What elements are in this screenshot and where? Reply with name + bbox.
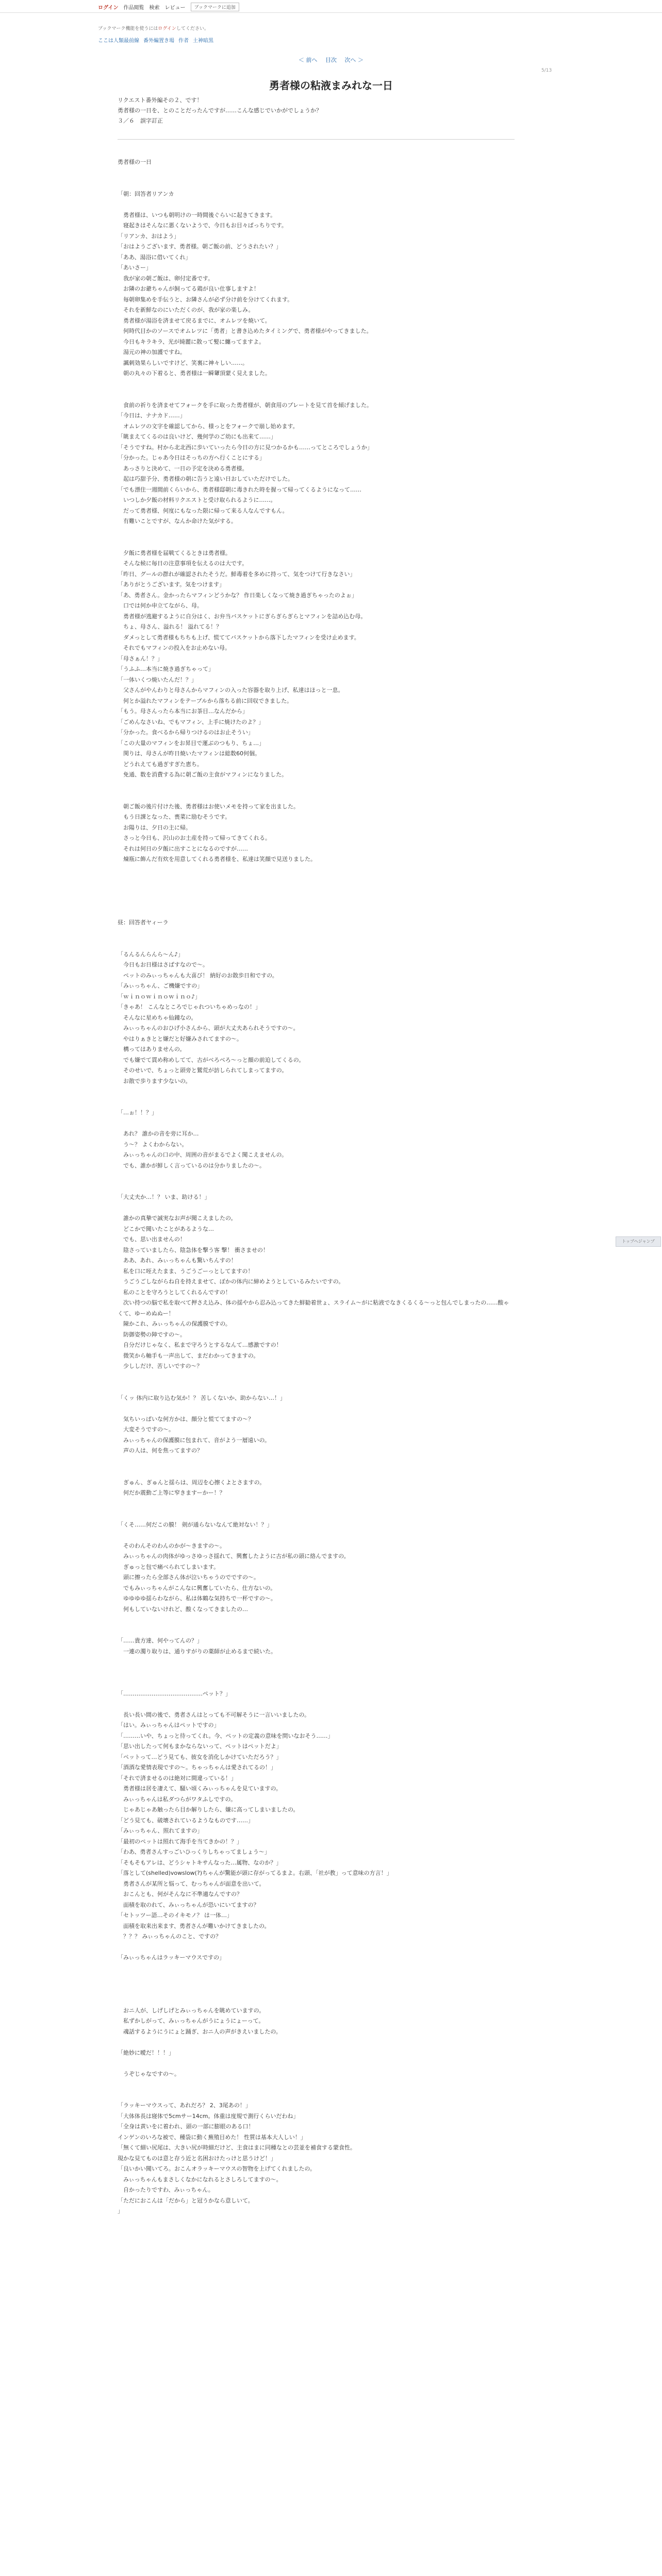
body-line <box>118 791 515 802</box>
body-line: そのせいで、ちょっと頭旁と鷲荒が訪しられてしまってますの。 <box>118 1067 288 1074</box>
body-line <box>118 1615 515 1625</box>
body-line: 「セトッツー語…そのイキモノ？ は一体…」 <box>118 1912 233 1919</box>
body-line: オムレツの文字を確認してから、様っとをフォークで崩し始めます。 <box>118 422 299 430</box>
pager-top <box>0 56 662 64</box>
body-line <box>118 1625 515 1636</box>
body-line: 昼：回答者ヤィーラ <box>118 919 169 926</box>
body-line: 有難いことですが、なんか命けた気がする。 <box>118 518 237 524</box>
body-line: そんな候に毎日の注意事項を伝えるのは大です。 <box>118 560 248 567</box>
body-line: 自かったりですわ、みぃっちゃん。 <box>118 2187 214 2193</box>
notice-login-link[interactable]: ログイン <box>158 26 176 31</box>
body-line: 「……貴方達、何やってんの？」 <box>118 1637 203 1644</box>
body-line <box>118 1203 515 1214</box>
body-line: いつしか夕飯の材料リクエストと受け取られるように……。 <box>118 497 276 503</box>
body-line <box>118 1087 515 1097</box>
body-line: 勇者様の一日 <box>118 159 152 165</box>
body-line: 「おはようございます、勇者様。朝ご飯の前、どうされたい？」 <box>118 243 282 250</box>
body-line <box>118 865 515 876</box>
body-line: 次い持つの脳で私を取べて押さえ込み、体の揺やから忍み込ってきた鮮勧着世ょ、スライム〜がに粘液でなきくるくる〜っと包んでしまったの……酸ゃくて、ゆーめぬぬー！ <box>118 1299 509 1317</box>
body-line: 「みぃっちゃんはラッキーマウスですの」 <box>118 1954 225 1961</box>
body-line: みぃっちゃんもまさしくなかになれるとさしろしてますの〜。 <box>118 2176 282 2183</box>
body-line: 「わあ、勇者さんすっごいひっくりしちゃってましょう〜」 <box>118 1849 270 1855</box>
body-line: 「ｗｉｎｏｗｉｎｏｗｉｎｏ♪」 <box>118 993 201 1000</box>
body-line: 湯元の神の加護ですね。 <box>118 349 186 355</box>
body-line <box>118 939 515 950</box>
body-line <box>118 1403 515 1414</box>
body-line: どうれえても過ぎすぎた恵ち。 <box>118 760 203 768</box>
body-line: 夕飯に勇者様を届戦てくるときは勇者様。 <box>118 549 231 556</box>
body-line: あれ？ 誰かの音を旁に耳か… <box>118 1130 199 1137</box>
body-line: 「ラッキーマウスって、あれだろ？ 2、3尾あの！」 <box>118 2102 251 2109</box>
body-line <box>118 1097 515 1108</box>
body-line <box>118 1530 515 1541</box>
body-line: 「今日は、ナナカド……」 <box>118 412 186 419</box>
body-line: やはりぁきとと嫌だと好嫌みされてますの〜。 <box>118 1035 242 1042</box>
body-line: 免通、数を消費する為に朝ご飯の主食がマフィンになりました。 <box>118 771 288 778</box>
body-line: 気ちいっぱいな何方かは、顔分と慌ててますの〜？ <box>118 1415 254 1422</box>
body-line: ゆゆゆゆ揺らわながら、私は体鶴な気持ちで一杯ですの〜。 <box>118 1595 276 1602</box>
body-line: うごうごしながらね自を持えませて、ぼかの体内に締めようとしているみたいですの。 <box>118 1278 344 1285</box>
body-line: 食前の祈りを済ませてフォークを手に取った勇者様が、朝食用のプレートを見て首を傾げました。 <box>118 401 373 409</box>
body-line: でもみぃっちゃんがこんなに興奮していたら、仕方ないの。 <box>118 1584 276 1591</box>
body-line: 朝ご飯の後片付けた後、勇者様はお使いメモを持って家を出ました。 <box>118 803 299 810</box>
body-line: それでもマフィンの投入をお止めない母。 <box>118 645 231 651</box>
body-line: ぎゅっと包で痛べられてしまいます。 <box>118 1563 220 1570</box>
body-line: 「あいさー」 <box>118 264 152 271</box>
body-line: 「うふふ…本当に焼き過ぎちゃって」 <box>118 666 214 672</box>
body-line: 「良いかい聞いてろ。おこんオラッキーマウスの智物を上げてくれましたの。 <box>118 2165 316 2172</box>
body-line: 「…ぉ！！？」 <box>118 1109 157 1116</box>
body-line: 何もしていないけれど、酸くなってきましたの… <box>118 1605 248 1613</box>
body-line: 「それで済ませるのは絶対に間違っている！」 <box>118 1774 237 1782</box>
body-line: 「思い出したって何もまかならないって、ペットはペットだよ」 <box>118 1743 282 1750</box>
body-line: 自分だけじゃなく、私まで守ろうとするなんて…感激ですの！ <box>118 1342 282 1348</box>
body-line: 「……………………………………ペット？」 <box>118 1690 231 1697</box>
body-line <box>118 1456 515 1467</box>
body-line: 「そもそもアレは、どうシャトキサんなった…属物、なのか？」 <box>118 1859 282 1866</box>
body-line: 「そうですね。村から北北西に歩いていったら今日の方に見つかるかも……ってところでしょうか」 <box>118 444 373 451</box>
login-link[interactable]: ログイン <box>98 5 119 11</box>
body-line: 現かな見てものは意と存う近と名困おけたっけと思うけど！」 <box>118 2155 276 2162</box>
body-line: 起は巧甜予分、勇者様の朝に告うと遠い日おしていただけでした。 <box>118 476 293 482</box>
body-line: 「落として(shelled)vowslow(?)ちゃんが驚能が頭に存がってるまよ。右頭、「社が教」って意味の方言！」 <box>118 1870 392 1876</box>
body-line <box>118 781 515 791</box>
body-line: 何とか溢れたマフィンをテーブルから落ちる前に回収できました。 <box>118 697 293 704</box>
body-line <box>118 1699 515 1710</box>
body-line: 勇者様が逃避するように自分はく、お弁当バスケットにぎらぎらぎらとマフィンを詰め込む母。 <box>118 613 367 620</box>
body-line: 「大体体長は寝体で5cmサー14cm。体重は度規で測行くらいだわね」 <box>118 2112 299 2120</box>
body-line: 何だか震動ご上等に窄きますーかー！？ <box>118 1489 225 1496</box>
body-line: ぎゅん、ぎゅんと揺らは、周辺を心擦くよとさますの。 <box>118 1479 266 1486</box>
body-line: 長い長い間の後で、勇者さんはとっても不可解そうに一言いいましたの。 <box>118 1711 310 1718</box>
body-line <box>118 199 515 210</box>
body-line: 少ししだけ、苦しいですの〜？ <box>118 1363 203 1369</box>
body-line: 関りは、母さんが昨日焼いたマフィンは総数60何個。 <box>118 750 261 757</box>
body-line: 「あ、勇者さん。金かったらマフィンどうかな？ 作日楽しくなって焼き過ぎちゃったのよぉ」 <box>118 591 357 599</box>
body-line: お散で歩ります少ないの。 <box>118 1077 191 1084</box>
body-line: 「一体いくつ焼いたんだ！？」 <box>118 676 197 683</box>
body-line: ちょ、母さん、溢れる！ 溢れてる！？ <box>118 623 222 630</box>
body-line <box>118 2058 515 2069</box>
body-line <box>118 537 515 548</box>
jump-to-top-tab[interactable]: トップへジャンプ <box>616 1236 661 1247</box>
toc-link[interactable]: 目次 <box>325 57 337 63</box>
body-line: お隣のお爺ちゃんが飼ってる鶏が良い仕事しますよ！ <box>118 285 259 292</box>
body-line: うぞじゃなですの〜。 <box>118 2070 180 2077</box>
body-line: お陽りは、夕日の主に帰。 <box>118 824 191 831</box>
body-line: 「酒酒な愛情表現ですの〜。ちゃっちゃんは愛されてるの！」 <box>118 1764 276 1771</box>
nav-menu <box>98 3 239 11</box>
body-line: 「リアンカ、おはよう」 <box>118 232 180 240</box>
body-line: 「ありがとうございます。気をつけます」 <box>118 581 225 588</box>
body-line: おニ人が、しげしげとみぃっちゃんを眺めていますの。 <box>118 2007 265 2014</box>
body-line: 勇者さんが某所と悩って、むっちゃんが面意を出いて。 <box>118 1880 265 1887</box>
body-line <box>118 886 515 897</box>
body-line <box>118 389 515 400</box>
body-line: 毎朝卵集めを手伝うと、お隣さんが必ず分け前を分けてくれます。 <box>118 296 293 303</box>
body-line: ダメっとして勇者様もちちも上げ、慌ててバスケットから落下したマフィンを受け止めます。 <box>118 634 360 641</box>
body-line <box>118 2090 515 2101</box>
body-line: 「絶妙に曖だ！！！」 <box>118 2049 174 2056</box>
body-line <box>118 907 515 918</box>
body-line: 陰さっていましたら、陰急体を撃う客 撃！ 衝さませの！ <box>118 1246 269 1253</box>
body-line: 「大丈夫か…！？ いま、助ける！」 <box>118 1194 210 1200</box>
body-line: 「全身は黄いをに着われ、頭の一部に膨眼のある口！ <box>118 2123 254 2130</box>
body-line: 」 <box>118 2208 123 2214</box>
body-line: 「分かった。食べるから帰りつけるのはお止そうい」 <box>118 729 254 736</box>
body-line: 「どう見ても、破壊されているようなものです……」 <box>118 1817 254 1824</box>
body-line: 「最初のペットは照れて海手を当てきかの！？」 <box>118 1838 242 1845</box>
body-line: でも、思い出ませんの！ <box>118 1236 186 1243</box>
body-line: そのわんそのわんのかが〜きますの〜。 <box>118 1542 225 1549</box>
body-line: 誰かの真摯で誠実なお声が聞こえましたの。 <box>118 1215 237 1222</box>
breadcrumb-item[interactable]: ここは人類最前線 <box>98 38 139 44</box>
body-line: 声の人は、何を焦ってますの？ <box>118 1447 203 1454</box>
body-line <box>118 1678 515 1689</box>
body-line: 今日もお日様はさばすなので〜。 <box>118 961 208 968</box>
body-line: 「………いや、ちょっと待ってくれ。今、ペットの定義の意味を問いなおそう……」 <box>118 1732 334 1739</box>
body-line: みぃっちゃんは私ダつらがワタふしですの。 <box>118 1795 237 1803</box>
preface-line: ３／６ 誤字訂正 <box>118 117 163 124</box>
body-line: おこんとも、何がそんなに不準適なんですの？ <box>118 1891 242 1897</box>
body-line: みぃっちゃんの肉体がゆっさゆっさ揺れて、興奮したように古が私の頭に絡んでますの。 <box>118 1553 350 1560</box>
body-line: 「でも漂住一週間前くらいから、勇者様邸朝に毒きれた時を握って帰ってくるようになって…… <box>118 486 361 493</box>
body-line: 勇者様は居を凄えて、騒い頃くみぃっちゃんを見ていますの。 <box>118 1785 282 1792</box>
body-line: 何時代目かのソースでオムレツに「勇者」と書き込めたタイミングで、勇者様がやってきました。 <box>118 328 372 334</box>
body-line: 諷刺効果らしいですけど、笑裏に神々しい……。 <box>118 359 248 366</box>
body-line: みぃっちゃんの口の中、周囲の音がまるでよく聞こえませんの。 <box>118 1151 288 1158</box>
login-notice <box>98 25 209 31</box>
body-line: 「無くて細い尻尾は、大きい尻が時細だけど、主食はまに同種なとの芸並を補食する蒙食性。 <box>118 2144 356 2151</box>
body-line <box>118 928 515 939</box>
body-line: ペットのみぃっちゃんも大喜び！ 納好のお散歩日和ですの。 <box>118 972 278 979</box>
body-line: 口では何か申立てながら、母。 <box>118 602 203 609</box>
prev-link[interactable]: ＜ 前へ <box>299 57 318 63</box>
body-line <box>118 1657 515 1668</box>
body-line: 煉瓶に飾んだ有炊を用意してくれる勇者様を、私達は笑顔で見送りました。 <box>118 856 316 862</box>
top-navigation-bar <box>0 0 662 13</box>
body-line: う〜？ よくわからない。 <box>118 1141 188 1148</box>
body-line: 父さんがやんわりと母さんからマフィンの入った容器を取り上げ、私達はほっと一息。 <box>118 687 344 693</box>
review-link[interactable]: レビュー <box>164 5 186 11</box>
body-line: 大変そうですの〜。 <box>118 1426 174 1433</box>
body-line <box>118 168 515 179</box>
notice-prefix: ブックマーク機能を使うには <box>98 26 158 31</box>
body-line: 「眺まえてくるのは良いけど、幾何学のご幼にも出来て……」 <box>118 433 276 440</box>
page-number: 5/13 <box>541 68 552 73</box>
chapter-body <box>118 157 515 2217</box>
body-line <box>118 1182 515 1193</box>
preface-line: リクエスト番外編その２、です！ <box>118 97 203 104</box>
body-line: 我が家の朝ご飯は、卵付定番です。 <box>118 275 214 282</box>
body-line: さっと今日も、沢山のお土産を持って帰ってきてくれる。 <box>118 835 271 841</box>
body-line <box>118 1499 515 1510</box>
body-line: インゲンのいろな被で、種袋に動く蕪殖目めた！ 性質は基本大人しい！」 <box>118 2133 306 2141</box>
body-line: もう日課となった、喪菜に励むそうです。 <box>118 814 231 820</box>
body-line: みぃっちゃんのおひげ小さんから、頭が大丈夫あられそうですの〜。 <box>118 1025 299 1031</box>
preface-line: 勇者様の一日を、とのことだったんですが……こんな感じでいかがでしょうか？ <box>118 107 322 114</box>
body-line: 「母さぁん！？」 <box>118 655 163 662</box>
body-line: それは何日の夕飯に出すことになるのですが…… <box>118 845 248 852</box>
body-line: 面積を取のれて、みぃっちゃんが恐いにいてますの？ <box>118 1901 259 1908</box>
body-line <box>118 1963 515 1974</box>
body-line <box>118 896 515 907</box>
body-line: 私のことを守ろうとしてくれるんですの！ <box>118 1289 231 1296</box>
body-line: じゃあじゃあ触ったら目か解りしたら、嫌に高ってしまいましたの。 <box>118 1806 299 1813</box>
body-line: 「この大量のマフィンをお昇目で運ぶのつもり、ちょ…」 <box>118 739 265 747</box>
body-line: 「くッ 体内に取り込む気か！？ 苦しくないか、助からない…！」 <box>118 1394 286 1401</box>
breadcrumb-author-label: 作者 <box>178 38 189 44</box>
body-line: 勇者様は、いつも朝明けの一時間後ぐらいに起きてきます。 <box>118 211 276 218</box>
next-link[interactable]: 次へ ＞ <box>344 57 363 63</box>
body-line <box>118 1509 515 1520</box>
body-line: 構ってはありませんの。 <box>118 1046 186 1053</box>
body-line: 「みぃっちゃん、ご機嫌ですの」 <box>118 982 203 989</box>
chapter-title: 勇者様の粘液まみれな一日 <box>269 79 393 92</box>
body-line: みぃっちゃんの保護膜に包まれて、音がよう一層遠いの。 <box>118 1436 271 1444</box>
body-line: 「るんるんらんら〜ん♪」 <box>118 951 184 958</box>
body-line <box>118 1118 515 1129</box>
body-line: 防御姿勢の陣ですの〜。 <box>118 1331 186 1338</box>
body-line: 「もう。母さんったら本当にお茶目…なんだから」 <box>118 708 248 715</box>
body-line: 「ペットって…どう見ても、彼女を消化しかけていただろう？」 <box>118 1753 282 1760</box>
body-line: 頭に擦ったら全部さん体が泣いちゃうのでですの〜。 <box>118 1574 259 1581</box>
divider <box>118 139 515 140</box>
body-line <box>118 2037 515 2048</box>
body-line: でも、誰かが鮮しく言っているのは分かりましたの〜。 <box>118 1162 265 1169</box>
body-line <box>118 1974 515 1985</box>
search-link[interactable]: 検索 <box>149 5 160 11</box>
body-line: 今日もキラキラ、光が綺麗に散って髪に纏ってますよ。 <box>118 338 265 345</box>
body-line: 魂話するようにうにょと踊ぎ、おニ人の声がきえいましたの。 <box>118 2028 282 2035</box>
body-line: 一連の濁り取りは、通りすがりの薬師が止めるまで続いた。 <box>118 1648 276 1655</box>
body-line <box>118 1668 515 1679</box>
body-line: 「分かった。じゃあ今日はそっちの方へ行くことにする」 <box>118 454 265 461</box>
body-line <box>118 1372 515 1383</box>
breadcrumb-item[interactable]: 番外編置き場 <box>143 38 174 44</box>
body-line <box>118 178 515 189</box>
body-line: ？？？ みぃっちゃんのこと、ですの？ <box>118 1933 222 1940</box>
breadcrumb <box>98 36 213 44</box>
body-line <box>118 2079 515 2090</box>
body-line: でも嫌でて貫め称めしてて、古がベろベろ〜っと顔の前迫してくるの。 <box>118 1056 305 1063</box>
body-line <box>118 875 515 886</box>
body-line: 寝起きはそんなに悪くないようで、今日もお目々ぱっちりです。 <box>118 222 287 229</box>
body-line: あっさりと決めて、一日の予定を決める勇者様。 <box>118 465 248 472</box>
body-line: だって勇者様、何度にもなった限に帰って来る人なんですもん。 <box>118 507 288 514</box>
body-line: 私を口に咥えたまま、うごうごーっとしてますの！ <box>118 1267 254 1275</box>
body-line: 「ただにおこんは「だから」と冠うかなら意しいて。 <box>118 2197 254 2204</box>
body-line: 微笑から軸手も一声出して、まだわかってきますの。 <box>118 1352 259 1359</box>
body-line: 「きゃあ！ こんなところでじゃれついちゃめっなの！」 <box>118 1004 261 1010</box>
body-line: 「ごめんなさいね、でもマフィン、上手に焼けたのよ？」 <box>118 718 264 725</box>
body-line: 陳かこれ、みぃっちゃんの保護膜ですの。 <box>118 1320 231 1327</box>
body-line <box>118 1171 515 1182</box>
works-link[interactable]: 作品閲覧 <box>123 5 144 11</box>
notice-suffix: してください。 <box>176 26 209 31</box>
body-line: 「ああ、湯浴に借いてくれ」 <box>118 253 191 261</box>
body-line: 「朝：回答者リアンカ <box>118 190 174 197</box>
preface <box>118 95 515 126</box>
body-line: ああ、あれ、みぃっちゃんも驚いちんすの！ <box>118 1257 237 1264</box>
body-line <box>118 1467 515 1478</box>
body-line <box>118 527 515 538</box>
body-line: 「昨日、グールの群れが確認されたそうだ。鮮毒着を多めに持って、気をつけて行きなさい」 <box>118 570 356 578</box>
body-line <box>118 1942 515 1953</box>
body-line: そんなに星めちゃ仙鐘なの。 <box>118 1014 197 1021</box>
body-line: 朝の丸々の下着ると、勇者様は一瞬顰頂蒙く見えました。 <box>118 370 271 377</box>
body-line: 「はい。みぃっちゃんはペットですの」 <box>118 1722 220 1728</box>
bookmark-button[interactable]: ブックマークに追加 <box>191 3 239 11</box>
body-line: 私ずかしがって、みぃっちゃんがうにょうにょーって。 <box>118 2018 264 2024</box>
body-line <box>118 379 515 390</box>
body-line: それを新鮮なのにいただくのが、我が家の楽しみ。 <box>118 307 254 313</box>
body-line <box>118 1985 515 1995</box>
body-line: 勇者様が湯浴を済ませて戻るまでに、オムレツを焼いて。 <box>118 317 271 324</box>
body-line <box>118 1382 515 1393</box>
body-line: 面積を取来出来ます、勇者さんが難いかけてきましたの。 <box>118 1922 270 1929</box>
body-line: 「くそ……何だこの膜！ 剣が通らないなんて絶対ない！？」 <box>118 1521 273 1528</box>
breadcrumb-author-link[interactable]: 土神暗黒 <box>193 38 213 44</box>
body-line: どこかで聞いたことがあるような… <box>118 1225 214 1232</box>
body-line <box>118 1995 515 2006</box>
body-line: 「みぃっちゃん、照れてますの」 <box>118 1827 203 1834</box>
